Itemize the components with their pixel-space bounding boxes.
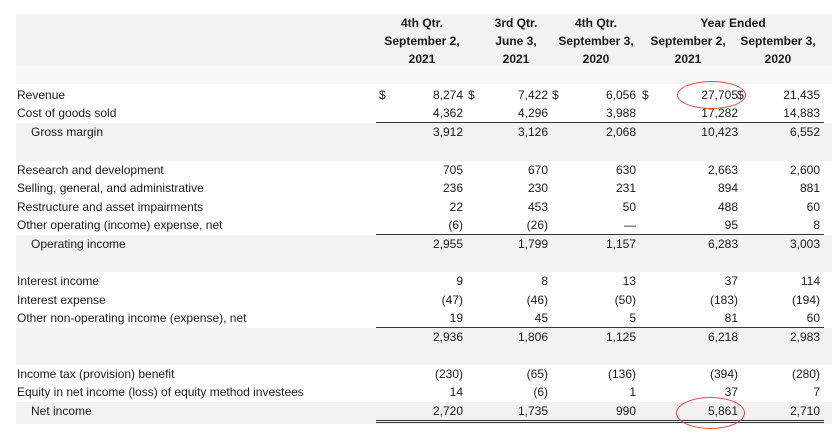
cell-value: 3,003: [789, 237, 820, 251]
currency-symbol: $: [379, 88, 386, 102]
column-header: 2021: [408, 52, 436, 66]
cell-value: 1,157: [605, 237, 636, 251]
cell-value: 2,710: [789, 404, 820, 418]
cell-value: 6,056: [605, 88, 636, 102]
cell-value: (230): [434, 367, 463, 381]
cell-value: 670: [527, 163, 548, 177]
cell-value: 990: [615, 404, 636, 418]
cell-value: 81: [724, 311, 738, 325]
cell-value: 3,126: [517, 125, 548, 139]
cell-value: 2,936: [432, 330, 463, 344]
cell-value: 3,912: [432, 125, 463, 139]
cell-value: 8: [541, 274, 548, 288]
cell-value: 453: [527, 200, 548, 214]
cell-value: 37: [724, 274, 738, 288]
cell-value: 17,282: [701, 106, 738, 120]
cell-value: 1,806: [517, 330, 548, 344]
column-header: June 3,: [495, 34, 537, 48]
column-header: 3rd Qtr.: [494, 16, 538, 30]
cell-value: 10,423: [701, 125, 738, 139]
column-header: 2021: [502, 52, 530, 66]
cell-value: 22: [449, 200, 463, 214]
cell-value: —: [624, 218, 636, 232]
cell-value: (46): [526, 293, 548, 307]
column-header: September 2,: [650, 34, 726, 48]
cell-value: (136): [607, 367, 636, 381]
currency-symbol: $: [468, 88, 475, 102]
cell-value: 4,296: [517, 106, 548, 120]
cell-value: (6): [448, 218, 463, 232]
cell-value: 7,422: [517, 88, 548, 102]
row-label: Cost of goods sold: [17, 106, 117, 120]
cell-value: 60: [806, 311, 820, 325]
cell-value: 705: [442, 163, 463, 177]
cell-value: 1,799: [517, 237, 548, 251]
cell-value: (280): [791, 367, 820, 381]
cell-value: 2,720: [432, 404, 463, 418]
cell-value: 6,283: [707, 237, 738, 251]
row-label: Other operating (income) expense, net: [17, 218, 223, 232]
cell-value: 6,552: [789, 125, 820, 139]
row-label: Interest income: [17, 274, 100, 288]
cell-value: (50): [614, 293, 636, 307]
cell-value: 21,435: [783, 88, 820, 102]
column-header: September 3,: [740, 34, 816, 48]
cell-value: 2,068: [605, 125, 636, 139]
cell-value: 8,274: [432, 88, 463, 102]
row-label: Revenue: [17, 88, 66, 102]
cell-value: 1,125: [605, 330, 636, 344]
cell-value: 894: [717, 181, 738, 195]
column-header: 4th Qtr.: [400, 16, 443, 30]
row-label: Restructure and asset impairments: [17, 200, 204, 214]
cell-value: 60: [806, 200, 820, 214]
cell-value: 4,362: [432, 106, 463, 120]
cell-value: 9: [456, 274, 463, 288]
cell-value: 230: [527, 181, 548, 195]
cell-value: 5,861: [707, 404, 738, 418]
cell-value: 14,883: [783, 106, 820, 120]
cell-value: 19: [449, 311, 463, 325]
cell-value: 2,663: [707, 163, 738, 177]
highlight-circle-net-income: [676, 397, 745, 429]
cell-value: (26): [526, 218, 548, 232]
cell-value: 45: [534, 311, 548, 325]
cell-value: (6): [533, 385, 548, 399]
row-label: Gross margin: [31, 125, 104, 139]
cell-value: 1: [629, 385, 636, 399]
cell-value: 14: [449, 385, 463, 399]
cell-value: 3,988: [605, 106, 636, 120]
column-header: 2020: [582, 52, 610, 66]
cell-value: 37: [724, 385, 738, 399]
row-label: Research and development: [17, 163, 164, 177]
year-ended-header: Year Ended: [700, 16, 766, 30]
cell-value: 6,218: [707, 330, 738, 344]
cell-value: (65): [526, 367, 548, 381]
row-label: Operating income: [31, 237, 126, 251]
cell-value: 27,705: [701, 88, 738, 102]
cell-value: 50: [622, 200, 636, 214]
cell-value: 630: [615, 163, 636, 177]
row-label: Interest expense: [17, 293, 106, 307]
cell-value: 1,735: [517, 404, 548, 418]
cell-value: 114: [800, 274, 820, 288]
total-double-rule: [376, 420, 824, 423]
cell-value: 13: [622, 274, 636, 288]
column-header: 2021: [674, 52, 702, 66]
highlight-circle-revenue: [677, 81, 746, 109]
row-label: Net income: [31, 404, 92, 418]
row-label: Income tax (provision) benefit: [17, 367, 175, 381]
cell-value: 95: [724, 218, 738, 232]
column-header: 4th Qtr.: [574, 16, 617, 30]
row-label: Selling, general, and administrative: [17, 181, 204, 195]
cell-value: 488: [717, 200, 738, 214]
cell-value: (47): [441, 293, 463, 307]
cell-value: 7: [813, 385, 820, 399]
column-header: 2020: [764, 52, 792, 66]
currency-symbol: $: [642, 88, 649, 102]
cell-value: 8: [813, 218, 820, 232]
cell-value: 881: [799, 181, 820, 195]
cell-value: 231: [615, 181, 636, 195]
cell-value: 2,600: [789, 163, 820, 177]
cell-value: (183): [709, 293, 738, 307]
column-header: September 3,: [558, 34, 634, 48]
cell-value: 236: [442, 181, 463, 195]
cell-value: 2,983: [789, 330, 820, 344]
cell-value: (194): [791, 293, 820, 307]
row-label: Equity in net income (loss) of equity method investees: [17, 385, 304, 399]
cell-value: 5: [629, 311, 636, 325]
currency-symbol: $: [737, 88, 744, 102]
column-header: September 2,: [384, 34, 460, 48]
cell-value: 2,955: [432, 237, 463, 251]
cell-value: (394): [709, 367, 738, 381]
currency-symbol: $: [552, 88, 559, 102]
row-label: Other non-operating income (expense), net: [17, 311, 247, 325]
